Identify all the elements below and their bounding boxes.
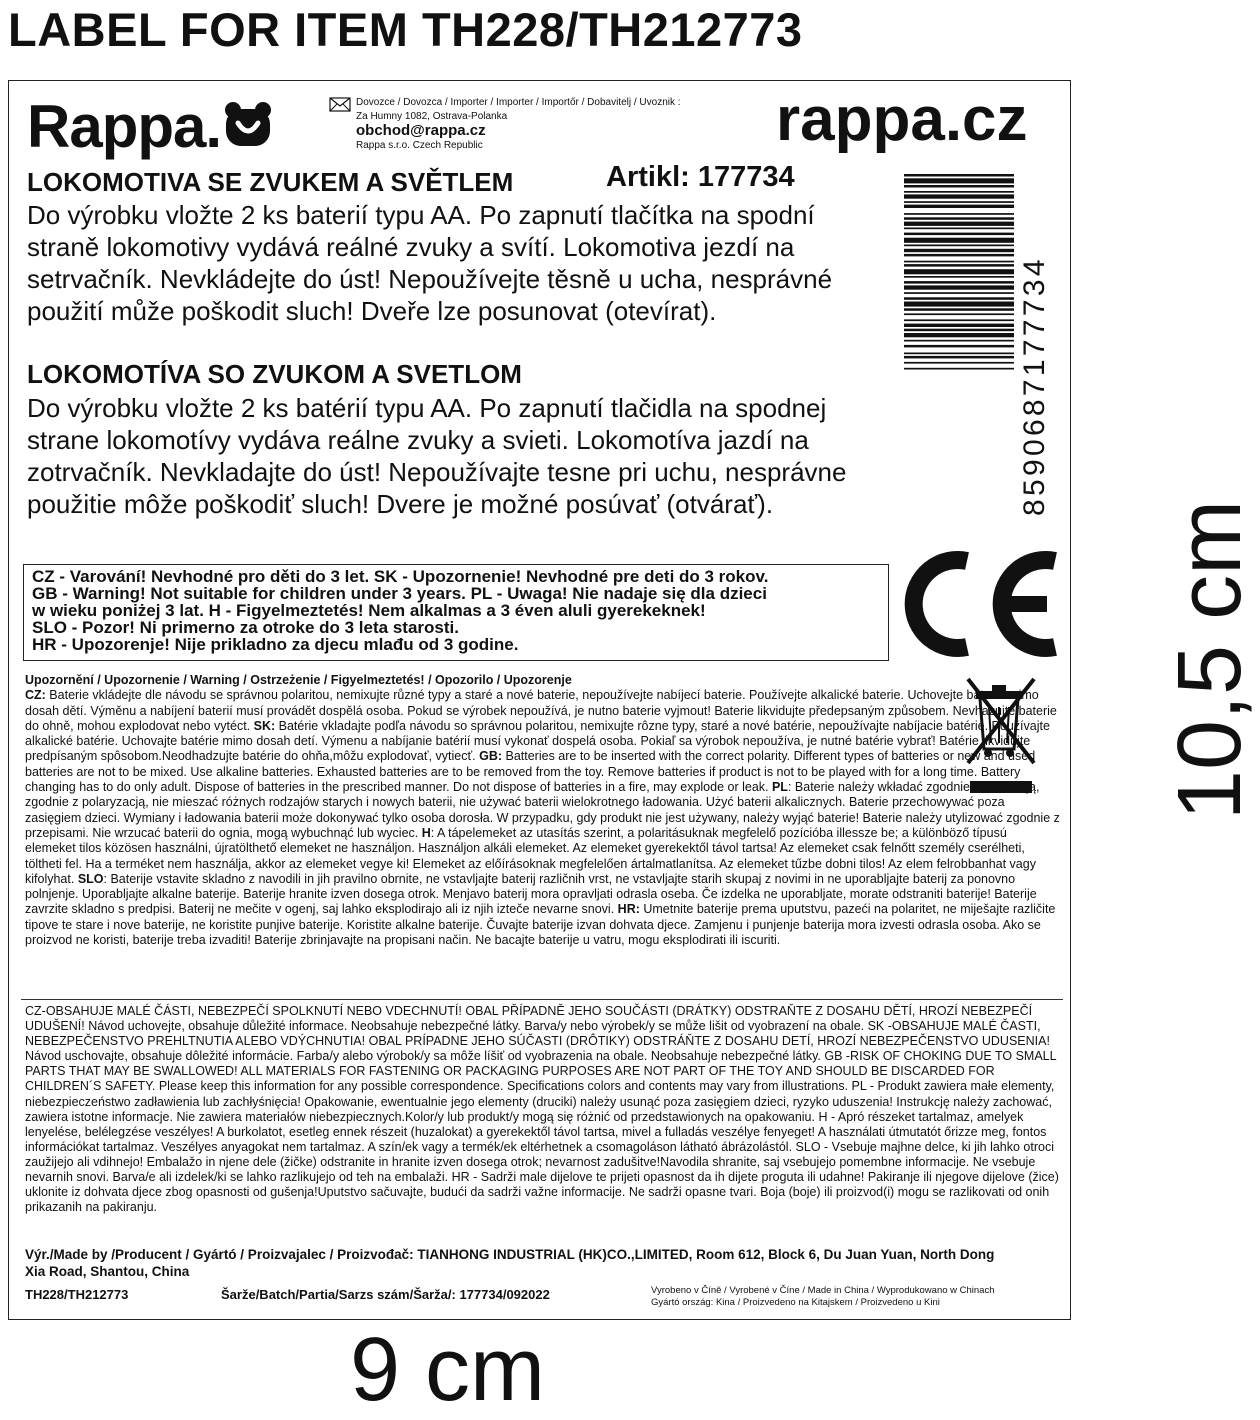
- barcode-bar: [904, 213, 1014, 215]
- battery-text-slo: : Baterije vstavite skladno z navodili in jih pravilno obrnite, ne vstavljajte baterij različnih vrst, ne vstavljajte starih skupaj z novimi in ne uporabljajte baterij za ponovno polnjenje. Uporabljajte alkalne baterije. Baterije hranite izven dosega otrok. Menjavo baterij mora opravljati odrasla oseba. Če izdelka ne uporabljate, morate odstraniti baterije! Baterije zavrzite skladno s predpisi. Baterij ne mečite v ogenj, saj lahko eksplodirajo ali iz njih izteče nevarne snovi.: [25, 871, 1037, 917]
- batch-number: Šarže/Batch/Partia/Sarzs szám/Šarža/: 177734/092022: [221, 1287, 550, 1302]
- warning-line-slo: SLO - Pozor! Ni primerno za otroke do 3 leta starosti.: [32, 618, 459, 637]
- battery-tag-cz: CZ:: [25, 688, 46, 703]
- origin-line-1: Vyrobeno v Číně / Vyrobené v Číne / Made in China / Wyprodukowano w Chinach: [651, 1285, 995, 1296]
- barcode-number: 8590687177734: [1018, 256, 1051, 516]
- ce-mark-icon: [889, 551, 1065, 657]
- battery-tag-hr: HR:: [617, 902, 640, 917]
- country-of-origin: [651, 1285, 995, 1308]
- age-warning-box: [23, 564, 889, 661]
- barcode: [904, 174, 1052, 524]
- barcode-bar: [904, 194, 1014, 198]
- product-title-cz: LOKOMOTIVA SE ZVUKEM A SVĚTLEM: [27, 167, 514, 197]
- item-code: TH228/TH212773: [25, 1287, 129, 1302]
- battery-text-pl: : Baterie należy wkładać zgodnie z instrukcją, zgodnie z polaryzacją, nie mieszać różnych rodzajów starych i nowych baterii, nie używać baterii wielokrotnego ładowania. Użyć baterii alkalicznych. Baterie przechowywać poza zasięgiem dzieci. Wymiany i ładowania baterii może dokonywać tylko osoba dorosła. W przypadku, gdy produkt nie jest używany, należy wyjąć baterie! Baterie należy utylizować zgodnie z przepisami. Nie wrzucać baterii do ognia, mogą wybuchnąć lub wyciec.: [25, 780, 1060, 840]
- barcode-bar: [904, 201, 1014, 203]
- width-dimension: 9 cm: [350, 1320, 546, 1420]
- battery-tag-gb: GB:: [479, 749, 503, 764]
- battery-tag-slo: SLO: [77, 871, 104, 886]
- barcode-bar: [904, 324, 1014, 327]
- battery-tag-h: H: [421, 825, 431, 840]
- barcode-bar: [904, 368, 1014, 370]
- barcode-bar: [904, 276, 1014, 278]
- barcode-bar: [904, 269, 1014, 274]
- article-number: Artikl: 177734: [606, 161, 795, 193]
- warning-line-hr: HR - Upozorenje! Nije prikladno za djecu mlađu od 3 godine.: [32, 635, 519, 654]
- barcode-bar: [904, 217, 1014, 220]
- barcode-bar: [904, 340, 1014, 342]
- warning-line-gb-pl: GB - Warning! Not suitable for children under 3 years. PL - Uwaga! Nie nadaje się dla dzieci: [32, 584, 767, 603]
- battery-tag-pl: PL: [771, 780, 788, 795]
- warning-line-cz-sk: CZ - Varování! Nevhodné pro děti do 3 let. SK - Upozornenie! Nevhodné pre deti do 3 rokov.: [32, 567, 769, 586]
- manufacturer: Výr./Made by /Producent / Gyártó / Proizvajalec / Proizvođač: TIANHONG INDUSTRIAL (HK)CO.,LIMITED, Room 612, Block 6, Du Juan Yuan, North Dong Xia Road, Shantou, China: [25, 1247, 995, 1279]
- barcode-bar: [904, 261, 1014, 263]
- importer-address: Za Humny 1082, Ostrava-Polanka: [356, 111, 508, 122]
- rappa-logo: [27, 92, 272, 161]
- barcode-bar: [904, 302, 1014, 307]
- barcode-bar: [904, 313, 1014, 315]
- battery-text-gb: Batteries are to be inserted with the correct polarity. Different types of batteries or new and used batteries are not to be mixed. Use alkaline batteries. Exhausted batteries are to be removed from the toy. Remove batteries if product is not to be played with for a long time. Battery changing has to do only adult. Dispose of batteries in the prescribed manner. Do not dispose of batteries in a fire, may explode or leak.: [25, 749, 1036, 795]
- importer-label: Dovozce / Dovozca / Importer / Importer / Importőr / Dobavitelj / Uvoznik :: [356, 97, 681, 108]
- barcode-bar: [904, 233, 1014, 236]
- barcode-bar: [904, 222, 1014, 226]
- choking-hazard-text: CZ-OBSAHUJE MALÉ ČÁSTI, NEBEZPEČÍ SPOLKNUTÍ NEBO VDECHNUTÍ! OBAL PŘÍPADNĚ JEHO SOUČÁSTI (DRÁTKY) ODSTRAŇTE Z DOSAHU DĚTÍ, HROZÍ NEBEZPEČÍ UDUŠENÍ! Návod uchovejte, obsahuje důležité informace. Neobsahuje nebezpečné látky. Barva/y nebo výrobek/y se může lišit od vyobrazení na obale. SK -OBSAHUJE MALÉ ČASTI, NEBEZPEČENSTVO PREHLTNUTIA ALEBO VDÝCHNUTIA! OBAL PRÍPADNE JEHO SÚČASTI (DRÔTIKY) ODSTRÁŇTE Z DOSAHU DETÍ, HROZÍ NEBEZPEČENSTVO UDUSENIA! Návod uschovajte, obsahuje dôležité informácie. Farba/y alebo výrobok/y sa môže líšiť od vyobrazenia na obale. Neobsahuje nebezpečné látky. GB -RISK OF CHOKING DUE TO SMALL PARTS THAT MAY BE SWALLOWED! ALL MATERIALS FOR FASTENING OR PACKAGING PURPOSES ARE NOT PART OF THE TOY AND SHOULD BE DISCARDED FOR CHILDREN´S SAFETY. Please keep this information for any possible correspondence. Specifications colors and contents may vary from illustrations. PL - Produkt zawiera małe elementy, niebezpieczeństwo zadławienia lub zachłyśnięcia! Opakowanie, ewentualnie jego elementy (druciki) należy usunąć poza zasięgiem dzieci, ryzyko uduszenia! Instrukcję należy zachować, zawiera istotne informacje. Nie zawiera materiałów niebezpiecznych.Kolor/y lub produkt/y mogą się różnić od przedstawionych na opakowaniu. H - Apró részeket tartalmaz, amelyek lenyelése, belélegzése veszélyes! A burkolatot, esetleg ennek részeit (huzalokat) a gyerekektől távol tartsa, mivel a fulladás veszélye fenyeget! A használati útmutatót őrizze meg, fontos információkat tartalmaz. Veszélyes anyagokat nem tartalmaz. A szín/ek vagy a termék/ek eltérhetnek a csomagoláson látható ábrázolástól. SLO - Vsebuje majhne delce, ki jih lahko otroci zaužijejo ali vdihnejo! Embalažo in njene dele (žičke) odstranite in hranite izven dosega otrok; nevarnost zadušitve!Navodila shranite, saj vsebujejo pomembne informacije. Ne vsebuje nevarnih snovi. Barva/e ali izdelek/ki se lahko razlikujejo od teh na embalaži. HR - Sadrži male dijelove te prijeti opasnost da ih dijete proguta ili udahne! Pakiranje ili njegove dijelove (žice) uklonite iz dohvata djece zbog opasnosti od gušenja!Uputstvo sačuvajte, budući da sadrži važne informacije. Ne sadrži opasne tvari. Boja (boje) ili proizvod(i) mogu se razlikovati od onih prikazanih na pakiranju.: [25, 1004, 1059, 1215]
- origin-line-2: Gyártó ország: Kina / Proizvedeno na Kitajskem / Proizvedeno u Kini: [651, 1296, 940, 1308]
- barcode-bar: [904, 264, 1014, 267]
- product-label: [8, 80, 1071, 1320]
- barcode-bar: [904, 281, 1014, 284]
- barcode-bar: [904, 356, 1014, 359]
- barcode-bar: [904, 285, 1014, 289]
- barcode-bar: [904, 205, 1014, 208]
- barcode-bar: [904, 174, 1014, 177]
- barcode-bar: [904, 308, 1014, 311]
- barcode-bar: [904, 319, 1014, 321]
- barcode-bar: [904, 245, 1014, 247]
- barcode-bar: [904, 292, 1014, 294]
- barcode-bar: [904, 297, 1014, 300]
- height-dimension: 10,5 cm: [1160, 499, 1260, 821]
- barcode-bar: [904, 333, 1014, 337]
- importer-email: obchod@rappa.cz: [356, 122, 486, 139]
- barcode-bar: [904, 238, 1014, 243]
- warning-line-pl-h: w wieku poniżej 3 lat. H - Figyelmeztetés! Nem alkalmas a 3 éven aluli gyerekeknek!: [32, 601, 706, 620]
- importer-company: Rappa s.r.o. Czech Republic: [356, 140, 483, 151]
- barcode-bar: [904, 249, 1014, 252]
- battery-text-h: : A tápelemeket az utasítás szerint, a polaritásuknak megfelelő pozícióba illessze be; a különböző típusú elemeket tilos közösen használni, újratölthető elemeket ne használjon. Használjon alkáli elemeket. Az elemeket gyerekektől távol tartsa! Az elemeket csak felnőtt személy cserélheti, töltheti fel. Ha a terméket nem használja, akkor az elemeket vegye ki! Elemeket az előírásoknak megfelelően ártalmatlanítsa. Az elemeket tűzbe dobni tilos! Az elem felrobbanhat vagy kifolyhat.: [25, 825, 1036, 886]
- product-description-cz: Do výrobku vložte 2 ks baterií typu AA. Po zapnutí tlačítka na spodní straně lokomotivy vydává reálné zvuky a svítí. Lokomotiva jezdí na setrvačník. Nevkládejte do úst! Nepoužívejte těsně u ucha, nesprávné použití může poškodit sluch! Dveře lze posunovat (otevírat).: [27, 200, 833, 326]
- barcode-bar: [904, 178, 1014, 183]
- page-title: LABEL FOR ITEM TH228/TH212773: [8, 3, 803, 56]
- battery-text-hr: Umetnite baterije prema uputstvu, pazeći na polaritet, ne miješajte različite tipove te stare i nove baterije, ne koristite punjive baterije. Koristite alkalne baterije. Čuvajte baterije izvan dohvata djece. Zamjenu i punjenje baterija mora izvesti odrasla osoba. Ako se proizvod ne koristi, baterije treba izvaditi! Baterije zbrinjavajte na propisani način. Ne bacajte baterije u vatru, mogu eksplodirati ili iscuriti.: [25, 902, 1056, 948]
- battery-warning: [25, 673, 1060, 948]
- barcode-bar: [904, 185, 1014, 188]
- battery-tag-sk: SK:: [253, 718, 276, 733]
- bear-logo-icon: [224, 101, 272, 147]
- envelope-icon: [329, 97, 351, 112]
- battery-text-sk: Batérie vkladajte podľa návodu so správnou polaritou, nemixujte rôzne typy, staré a nové batérie, nepoužívajte nabíjacie batérie. Používajte alkalické batérie. Uchovajte batérie mimo dosah detí. Výmenu a nabíjanie batérií musí vykonať dospelá osoba. Pokiaľ sa výrobok nepoužíva, je nutné batérie vybrať! Batérie likvidujte predpísaným spôsobom.Neodhadzujte batérie do ohňa,môžu explodovať, vytiecť.: [25, 718, 1050, 764]
- battery-heading: Upozornění / Upozornenie / Warning / Ostrzeżenie / Figyelmeztetés! / Opozorilo / Upozorenje: [25, 673, 572, 687]
- website: rappa.cz: [776, 85, 1028, 154]
- barcode-bar: [904, 345, 1014, 348]
- battery-text-cz: Baterie vkládejte dle návodu se správnou polaritou, nemixujte různé typy a staré a nové baterie, nepoužívejte nabíjecí baterie. Používejte alkalické baterie. Uchovejte baterie mimo dosah dětí. Výměnu a nabíjení baterií musí provádět dospělá osoba. Pokud se výrobek nepoužívá, je nutno baterie vyjmout! Baterie likvidujte předepsaným způsobem. Nevhazujte baterie do ohně, mohou explodovat nebo vytéct.: [25, 688, 1057, 733]
- barcode-bar: [904, 353, 1014, 355]
- barcode-bar: [904, 254, 1014, 257]
- product-title-sk: LOKOMOTÍVA SO ZVUKOM A SVETLOM: [27, 359, 522, 389]
- barcode-bar: [904, 191, 1014, 193]
- product-description-sk: Do výrobku vložte 2 ks batérií typu AA. Po zapnutí tlačidla na spodnej strane lokomotívy vydáva reálne zvuky a svieti. Lokomotíva jazdí na zotrvačník. Nevkladajte do úst! Nepoužívajte tesne pri uchu, nesprávne použitie môže poškodiť sluch! Dvere je možné posúvať (otvárať).: [27, 393, 847, 519]
- barcode-bar: [904, 362, 1014, 364]
- barcode-bar: [904, 329, 1014, 332]
- divider: [21, 999, 1063, 1000]
- logo-text: Rappa.: [27, 93, 222, 160]
- barcode-bar: [904, 228, 1014, 230]
